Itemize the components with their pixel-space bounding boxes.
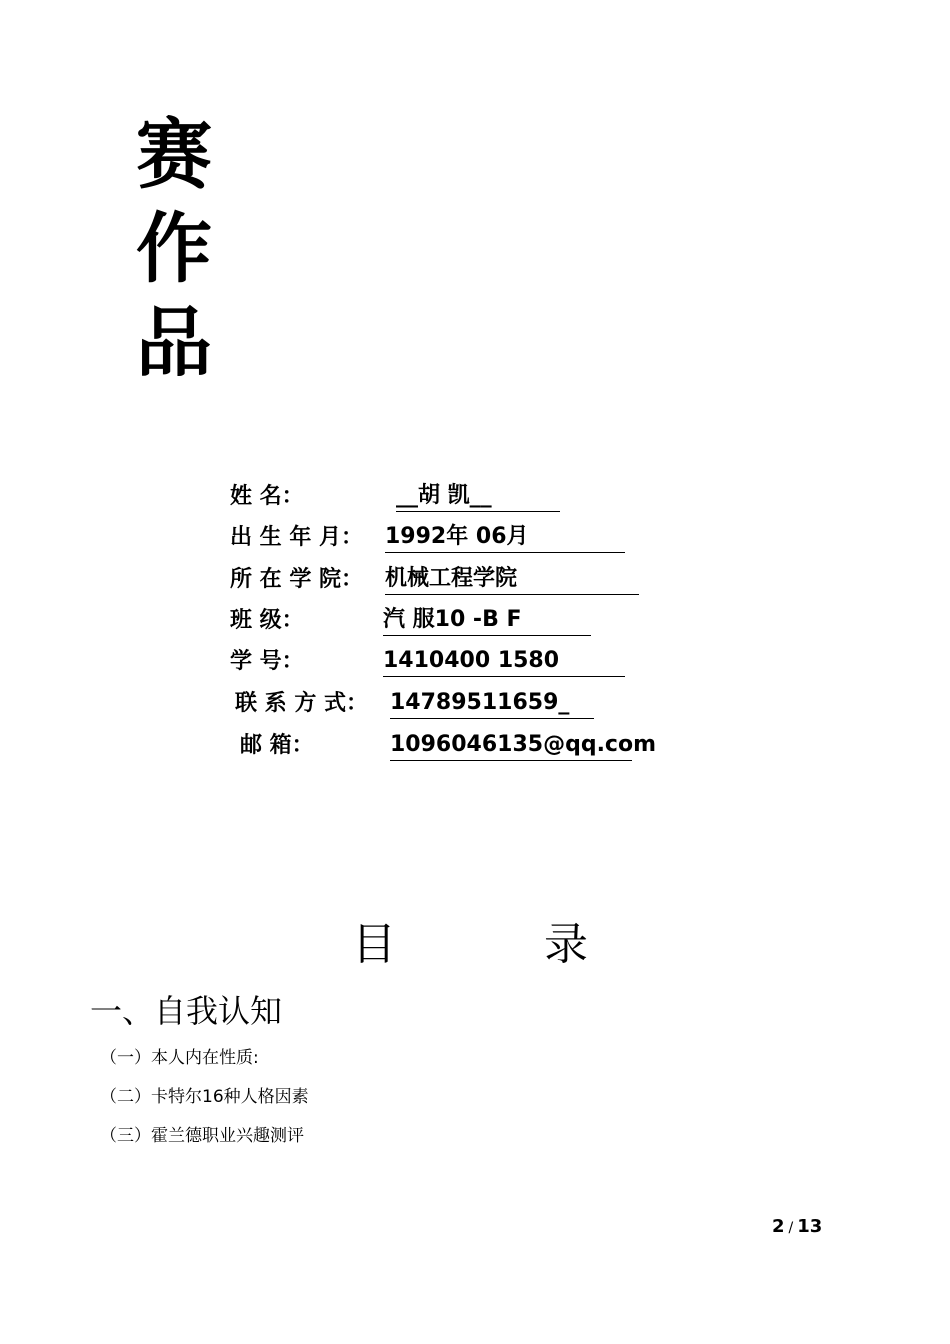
id-value: 1410400 1580 bbox=[383, 647, 625, 677]
toc-title-right: 录 bbox=[544, 919, 588, 970]
toc-item: （一）本人内在性质: bbox=[100, 1048, 259, 1068]
name-label: 姓 名： bbox=[230, 484, 304, 509]
birth-label: 出 生 年 月： bbox=[230, 525, 363, 550]
toc-item: （二）卡特尔16种人格因素 bbox=[100, 1087, 309, 1107]
name-value: __胡 凯__ bbox=[396, 482, 560, 512]
current-page: 2 bbox=[772, 1216, 785, 1237]
toc-title bbox=[352, 918, 588, 972]
class-label: 班 级： bbox=[230, 608, 304, 633]
page-separator: / bbox=[788, 1220, 794, 1236]
college-label: 所 在 学 院： bbox=[230, 567, 363, 592]
college-value: 机械工程学院 bbox=[385, 565, 639, 595]
cover-title-char: 作 bbox=[136, 204, 212, 293]
cover-title-char: 赛 bbox=[136, 110, 212, 199]
email-label: 邮 箱： bbox=[240, 733, 314, 758]
contact-label: 联 系 方 式： bbox=[235, 691, 368, 716]
class-value: 汽 服10 -B F bbox=[383, 606, 591, 636]
contact-value: 14789511659_ bbox=[390, 689, 594, 719]
id-label: 学 号： bbox=[230, 649, 304, 674]
total-pages: 13 bbox=[797, 1216, 823, 1237]
email-value: 1096046135@qq.com bbox=[390, 731, 632, 761]
toc-title-left: 目 bbox=[352, 919, 396, 970]
page-number bbox=[772, 1216, 822, 1237]
cover-title-char: 品 bbox=[136, 298, 212, 387]
birth-value: 1992年 06月 bbox=[385, 523, 625, 553]
toc-item: （三）霍兰德职业兴趣测评 bbox=[100, 1126, 304, 1146]
toc-section-heading: 一、自我认知 bbox=[90, 992, 283, 1030]
